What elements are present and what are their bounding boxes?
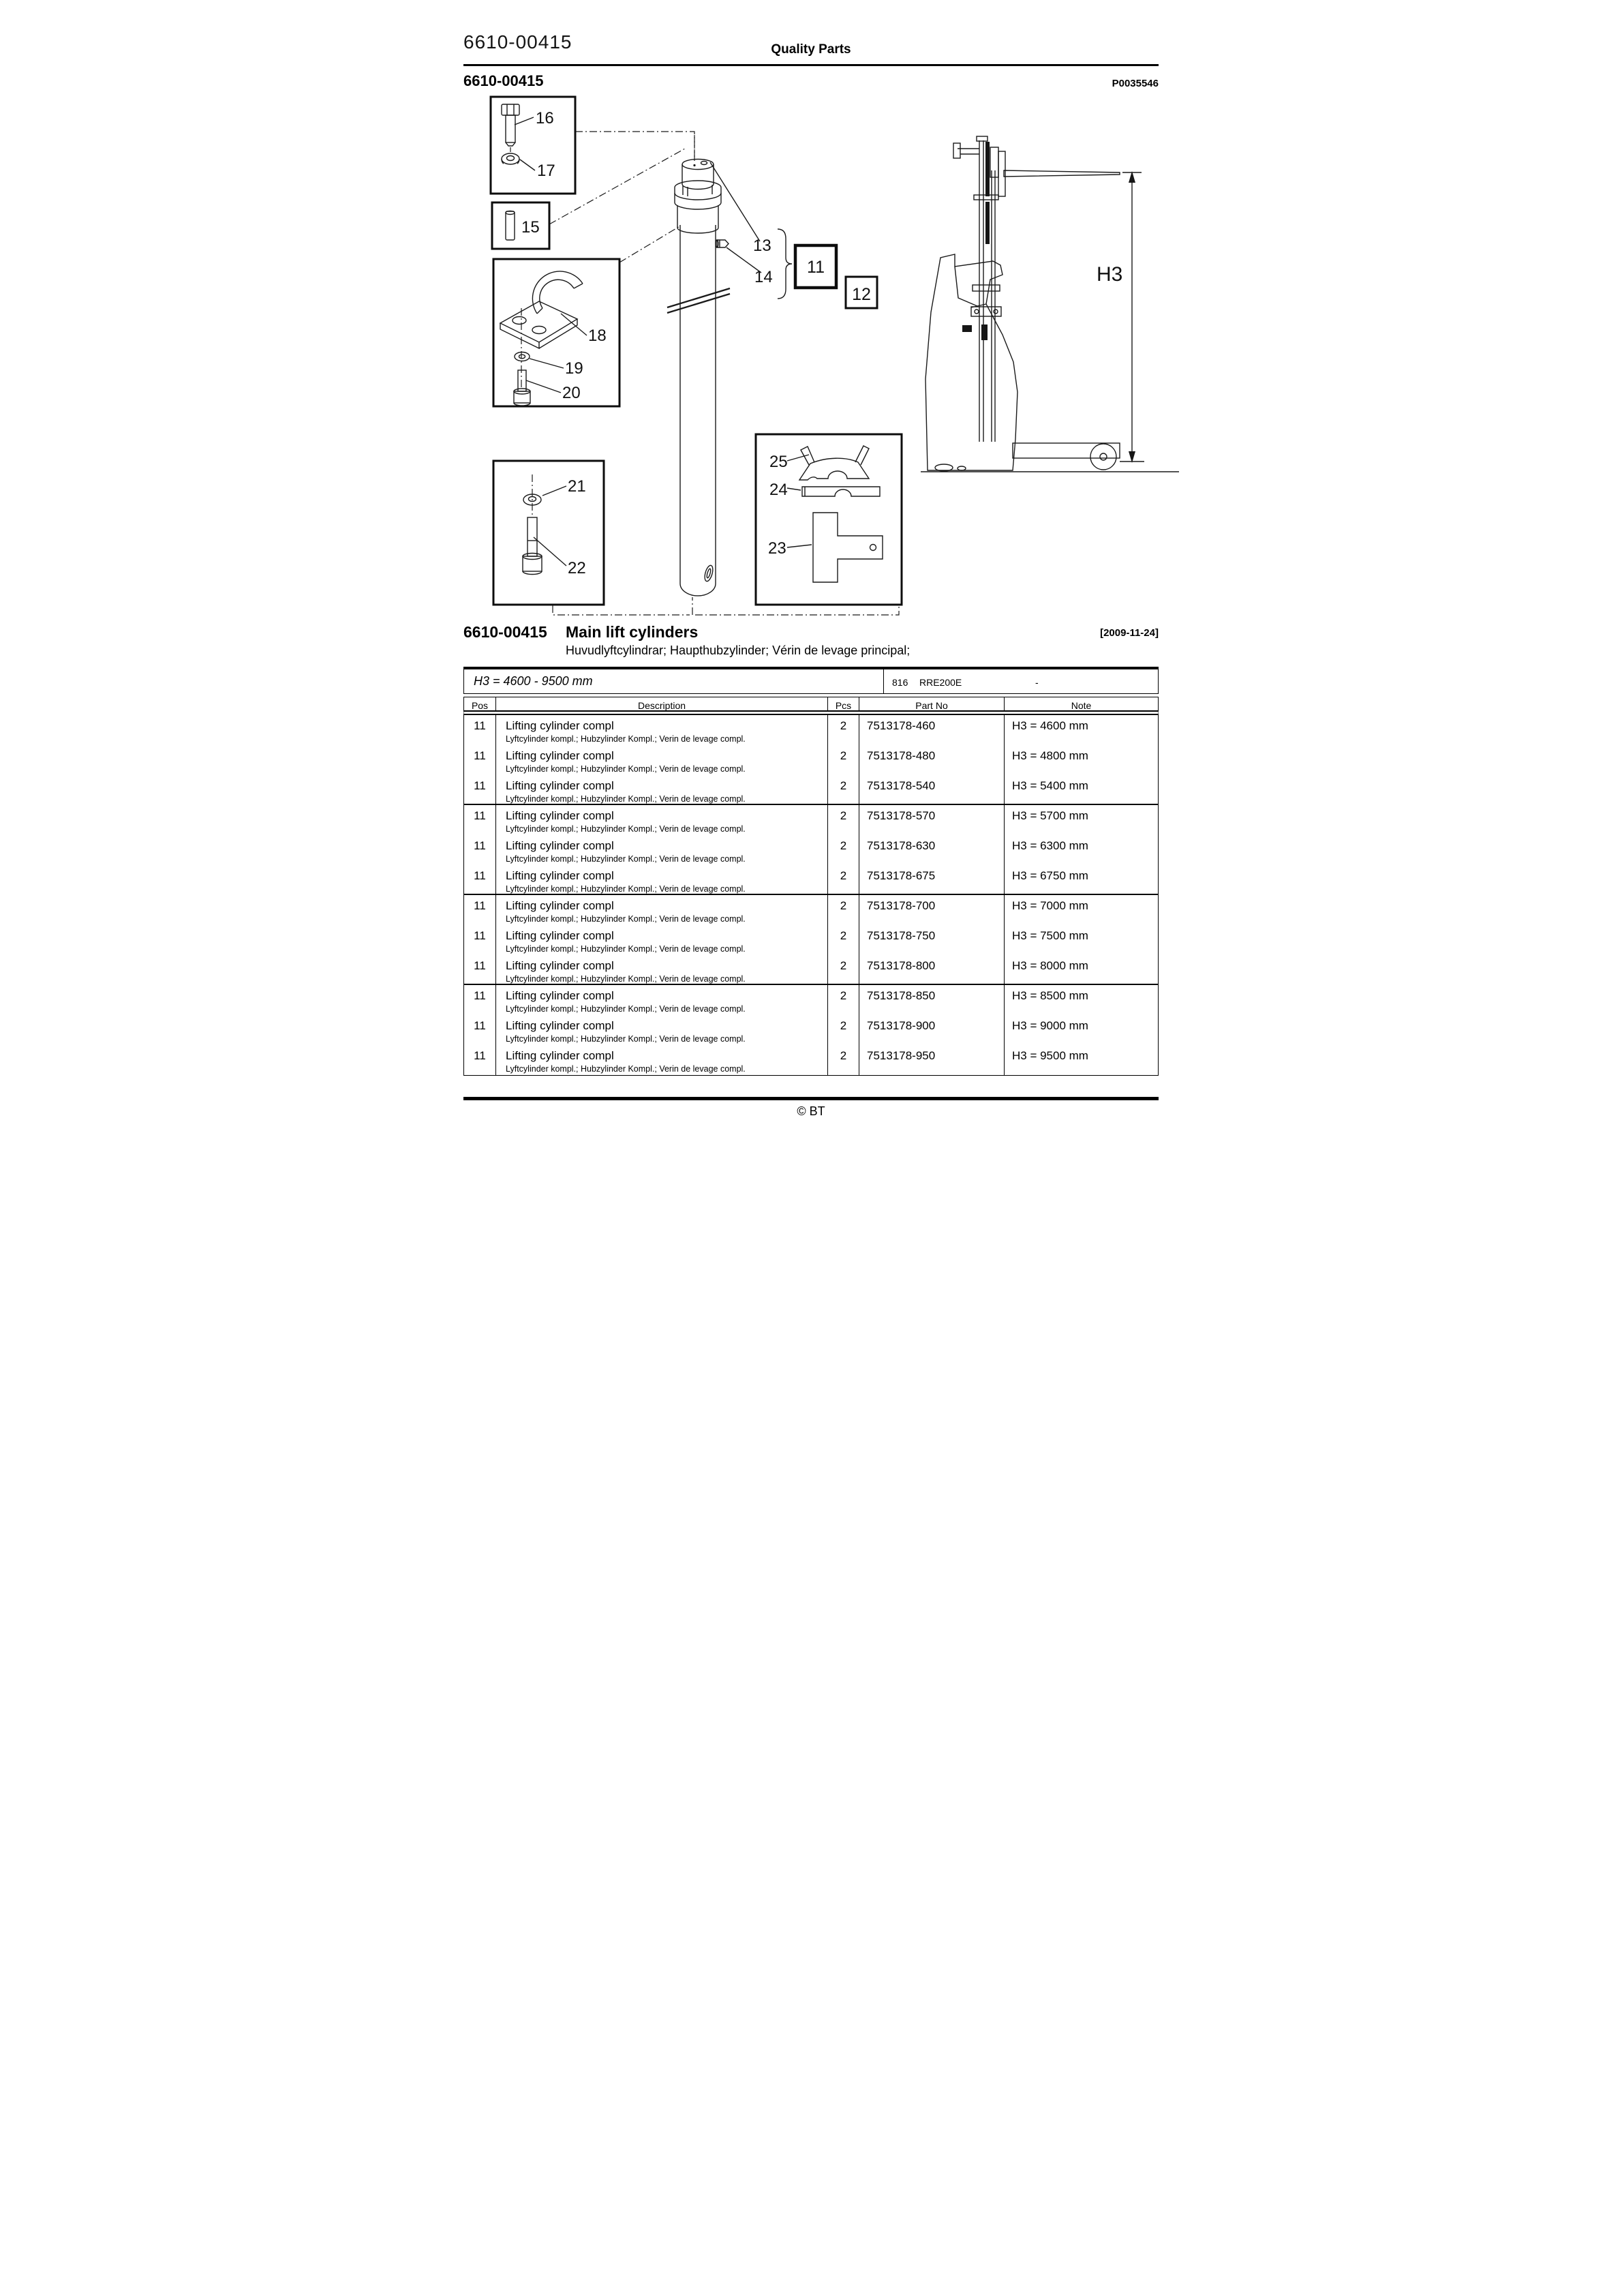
callout-20: 20 xyxy=(562,384,581,402)
row-note: H3 = 6300 mm xyxy=(1012,839,1088,852)
row-description xyxy=(496,775,828,804)
callout-22: 22 xyxy=(568,559,586,577)
h3-dimension-label: H3 xyxy=(1097,263,1123,286)
callout-13: 13 xyxy=(753,237,771,255)
row-part-no: 7513178-460 xyxy=(859,715,1005,745)
footer-divider xyxy=(463,1096,1159,1100)
row-note: H3 = 6750 mm xyxy=(1012,869,1088,882)
row-description xyxy=(496,895,828,925)
part-box-23-24-25 xyxy=(756,434,902,605)
col-header-description: Description xyxy=(496,697,828,710)
row-description-main: Lifting cylinder compl xyxy=(506,809,614,822)
row-description-sub: Lyftcylinder kompl.; Hubzylinder Kompl.; Verin de levage compl. xyxy=(506,914,746,924)
row-note: H3 = 4600 mm xyxy=(1012,719,1088,732)
h3-dimension xyxy=(1097,171,1144,463)
row-pcs: 2 xyxy=(828,955,859,984)
col-header-note: Note xyxy=(1071,700,1092,711)
callout-19: 19 xyxy=(565,359,583,378)
row-description xyxy=(496,1015,828,1045)
row-pos: 11 xyxy=(464,925,496,955)
row-pcs: 2 xyxy=(828,715,859,745)
row-note: H3 = 9500 mm xyxy=(1012,1049,1088,1062)
row-pcs: 2 xyxy=(828,895,859,925)
row-pcs: 2 xyxy=(828,985,859,1015)
row-pos: 11 xyxy=(464,865,496,894)
row-description-main: Lifting cylinder compl xyxy=(506,1019,614,1032)
image-reference-code: P0035546 xyxy=(1112,78,1159,89)
row-note: H3 = 5400 mm xyxy=(1012,779,1088,792)
table-row xyxy=(464,775,1158,805)
row-pos: 11 xyxy=(464,715,496,745)
row-pos: 11 xyxy=(464,1045,496,1075)
part-box-15 xyxy=(492,202,549,249)
row-note: H3 = 8500 mm xyxy=(1012,989,1088,1002)
callout-16: 16 xyxy=(536,109,554,127)
model-code: 816 xyxy=(892,677,908,688)
h3-range: H3 = 4600 - 9500 mm xyxy=(464,669,884,693)
part-box-16-17 xyxy=(491,97,575,194)
document-number-header: 6610-00415 xyxy=(463,31,572,52)
row-pos: 11 xyxy=(464,895,496,925)
row-description-main: Lifting cylinder compl xyxy=(506,779,614,792)
row-description xyxy=(496,985,828,1015)
row-description-sub: Lyftcylinder kompl.; Hubzylinder Kompl.; Verin de levage compl. xyxy=(506,764,746,774)
row-pcs: 2 xyxy=(828,1045,859,1075)
callout-25: 25 xyxy=(769,453,788,471)
section-number: 6610-00415 xyxy=(463,623,547,641)
row-pcs: 2 xyxy=(828,1015,859,1045)
callout-23: 23 xyxy=(768,539,786,558)
row-description-main: Lifting cylinder compl xyxy=(506,929,614,942)
catalog-page xyxy=(406,0,1216,1148)
section-subtitle: Huvudlyftcylindrar; Haupthubzylinder; Vérin de levage principal; xyxy=(566,644,911,657)
row-description-main: Lifting cylinder compl xyxy=(506,869,614,882)
table-header-row xyxy=(463,697,1159,715)
mast-drawing xyxy=(953,136,1001,442)
section-date: [2009-11-24] xyxy=(1100,627,1159,639)
row-description-sub: Lyftcylinder kompl.; Hubzylinder Kompl.; Verin de levage compl. xyxy=(506,884,746,894)
table-body xyxy=(463,715,1159,1076)
row-part-no: 7513178-570 xyxy=(859,805,1005,835)
row-description xyxy=(496,955,828,984)
row-pos: 11 xyxy=(464,775,496,804)
parts-table xyxy=(463,697,1159,1076)
row-note: H3 = 9000 mm xyxy=(1012,1019,1088,1032)
row-part-no: 7513178-675 xyxy=(859,865,1005,894)
model-cell xyxy=(884,669,1158,693)
row-part-no: 7513178-700 xyxy=(859,895,1005,925)
callout-21: 21 xyxy=(568,477,586,496)
table-row xyxy=(464,1015,1158,1045)
cylinder-drawing xyxy=(667,135,730,596)
row-description-sub: Lyftcylinder kompl.; Hubzylinder Kompl.; Verin de levage compl. xyxy=(506,1004,746,1014)
callout-11: 11 xyxy=(807,258,825,277)
table-row xyxy=(464,985,1158,1015)
row-description-sub: Lyftcylinder kompl.; Hubzylinder Kompl.; Verin de levage compl. xyxy=(506,944,746,954)
row-description-main: Lifting cylinder compl xyxy=(506,719,614,732)
row-description xyxy=(496,1045,828,1075)
row-description-sub: Lyftcylinder kompl.; Hubzylinder Kompl.; Verin de levage compl. xyxy=(506,854,746,864)
table-row xyxy=(464,835,1158,865)
row-pos: 11 xyxy=(464,805,496,835)
row-description xyxy=(496,835,828,865)
brace xyxy=(778,229,792,299)
row-part-no: 7513178-750 xyxy=(859,925,1005,955)
row-part-no: 7513178-630 xyxy=(859,835,1005,865)
table-row xyxy=(464,895,1158,925)
row-pcs: 2 xyxy=(828,805,859,835)
row-description-main: Lifting cylinder compl xyxy=(506,899,614,912)
col-header-pcs: Pcs xyxy=(828,697,859,710)
row-description-main: Lifting cylinder compl xyxy=(506,1049,614,1062)
table-row xyxy=(464,745,1158,775)
row-pcs: 2 xyxy=(828,865,859,894)
row-pos: 11 xyxy=(464,985,496,1015)
row-part-no: 7513178-900 xyxy=(859,1015,1005,1045)
row-part-no: 7513178-540 xyxy=(859,775,1005,804)
callout-15: 15 xyxy=(521,218,540,237)
row-description xyxy=(496,745,828,775)
model-name: RRE200E xyxy=(919,677,962,688)
row-pcs: 2 xyxy=(828,835,859,865)
row-part-no: 7513178-480 xyxy=(859,745,1005,775)
row-pcs: 2 xyxy=(828,775,859,804)
row-description-main: Lifting cylinder compl xyxy=(506,989,614,1002)
callout-group-11-12-13-14 xyxy=(710,162,877,308)
row-description-sub: Lyftcylinder kompl.; Hubzylinder Kompl.; Verin de levage compl. xyxy=(506,1034,746,1044)
row-note: H3 = 7500 mm xyxy=(1012,929,1088,942)
row-description xyxy=(496,865,828,894)
part-box-21-22 xyxy=(493,461,604,605)
row-part-no: 7513178-950 xyxy=(859,1045,1005,1075)
row-description xyxy=(496,925,828,955)
plug-14-drawing xyxy=(716,240,729,247)
row-pcs: 2 xyxy=(828,745,859,775)
callout-17: 17 xyxy=(537,162,555,180)
callout-14: 14 xyxy=(754,268,773,286)
col-header-part-no: Part No xyxy=(859,697,1005,710)
row-note: H3 = 5700 mm xyxy=(1012,809,1088,822)
parts-diagram xyxy=(406,0,1216,622)
row-pos: 11 xyxy=(464,955,496,984)
info-bar xyxy=(463,667,1159,694)
base-leg-drawing xyxy=(1013,443,1120,470)
row-pcs: 2 xyxy=(828,925,859,955)
row-part-no: 7513178-850 xyxy=(859,985,1005,1015)
fork-drawing xyxy=(990,147,1120,196)
row-pos: 11 xyxy=(464,1015,496,1045)
callout-24: 24 xyxy=(769,481,788,499)
row-description-main: Lifting cylinder compl xyxy=(506,959,614,972)
table-row xyxy=(464,925,1158,955)
model-dash: - xyxy=(1035,677,1039,688)
callout-18: 18 xyxy=(588,327,607,345)
row-description-sub: Lyftcylinder kompl.; Hubzylinder Kompl.; Verin de levage compl. xyxy=(506,974,746,984)
table-row xyxy=(464,805,1158,835)
section-title: Main lift cylinders xyxy=(566,623,699,641)
row-description-sub: Lyftcylinder kompl.; Hubzylinder Kompl.; Verin de levage compl. xyxy=(506,794,746,804)
row-note: H3 = 8000 mm xyxy=(1012,959,1088,972)
table-row xyxy=(464,715,1158,745)
document-number: 6610-00415 xyxy=(463,72,544,89)
row-part-no: 7513178-800 xyxy=(859,955,1005,984)
row-description-main: Lifting cylinder compl xyxy=(506,839,614,852)
table-row xyxy=(464,865,1158,895)
row-description-main: Lifting cylinder compl xyxy=(506,749,614,762)
row-description xyxy=(496,805,828,835)
row-description xyxy=(496,715,828,745)
col-header-pos: Pos xyxy=(464,697,496,710)
footer-copyright: © BT xyxy=(797,1104,825,1118)
row-pos: 11 xyxy=(464,745,496,775)
row-note: H3 = 4800 mm xyxy=(1012,749,1088,762)
row-note: H3 = 7000 mm xyxy=(1012,899,1088,912)
table-row xyxy=(464,1045,1158,1075)
table-row xyxy=(464,955,1158,985)
row-description-sub: Lyftcylinder kompl.; Hubzylinder Kompl.; Verin de levage compl. xyxy=(506,1064,746,1074)
page-header-center: Quality Parts xyxy=(771,42,851,57)
row-description-sub: Lyftcylinder kompl.; Hubzylinder Kompl.; Verin de levage compl. xyxy=(506,824,746,834)
row-pos: 11 xyxy=(464,835,496,865)
callout-12: 12 xyxy=(852,285,871,304)
forklift-drawing xyxy=(921,136,1179,472)
row-description-sub: Lyftcylinder kompl.; Hubzylinder Kompl.; Verin de levage compl. xyxy=(506,734,746,744)
part-box-18-19-20 xyxy=(493,259,619,406)
